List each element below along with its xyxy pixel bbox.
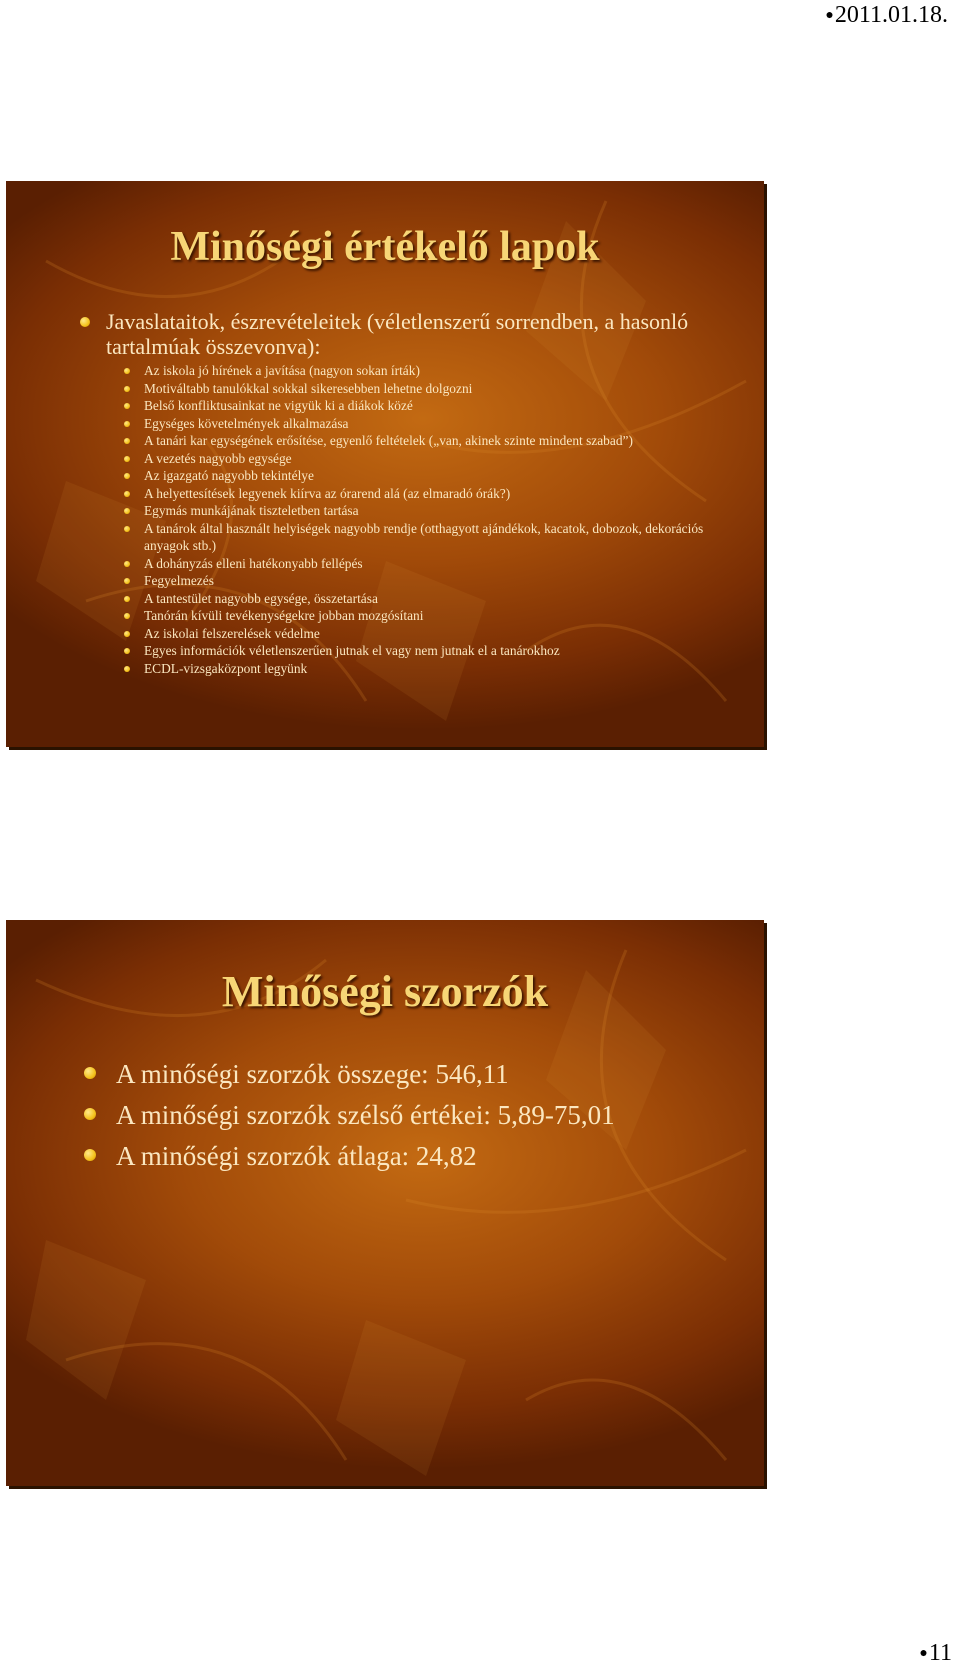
bullet-dot-icon	[124, 368, 130, 374]
list-item-text: Egymás munkájának tiszteletben tartása	[144, 503, 359, 518]
bullet-dot-icon	[124, 491, 130, 497]
list-item	[122, 432, 744, 450]
bullet-dot-icon	[124, 666, 130, 672]
list-item-text: A dohányzás elleni hatékonyabb fellépés	[144, 555, 363, 571]
bullet-list	[84, 1054, 744, 1177]
bullet-dot-icon	[124, 613, 130, 619]
bullet-dot-icon: ●	[919, 1646, 928, 1662]
list-item	[122, 642, 744, 660]
page-number	[919, 1640, 952, 1667]
list-item	[122, 502, 744, 520]
list-item-text: A vezetés nagyobb egysége	[144, 450, 292, 466]
list-item-text: ECDL-vizsgaközpont legyünk	[144, 660, 308, 676]
bullet-dot-icon	[124, 631, 130, 637]
slide-quality-evaluation-sheets	[6, 181, 764, 747]
bullet-list	[78, 309, 744, 677]
slide-title: Minőségi értékelő lapok	[170, 224, 600, 270]
list-item	[84, 1136, 744, 1177]
bullet-dot-icon	[124, 386, 130, 392]
list-item	[122, 397, 744, 415]
slide-body	[84, 1054, 744, 1177]
list-item	[122, 380, 744, 398]
bullet-dot-icon	[124, 561, 130, 567]
list-item	[122, 660, 744, 678]
list-item	[122, 362, 744, 380]
list-item-text: A tanárok által használt helyiségek nagyobb rendje (otthagyott ajándékok, kacatok, dobozok, dekorációs anyagok stb.)	[144, 520, 704, 553]
list-item-text: A helyettesítések legyenek kiírva az órarend alá (az elmaradó órák?)	[144, 485, 511, 501]
bullet-dot-icon	[124, 578, 130, 584]
list-item-text: Belső konfliktusainkat ne vigyük ki a diákok közé	[144, 398, 413, 413]
list-item-text: Az iskola jó hírének a javítása (nagyon sokan írták)	[144, 363, 420, 378]
list-item-text: Az iskolai felszerelések védelme	[144, 625, 320, 641]
list-item-text: A minőségi szorzók átlaga: 24,82	[116, 1141, 477, 1171]
bullet-dot-icon	[124, 473, 130, 479]
slide-title: Minőségi szorzók	[221, 967, 549, 1016]
intro-text: Javaslataitok, észrevételeitek (véletlenszerű sorrendben, a hasonló tartalmúak összevonva):	[106, 309, 689, 359]
list-item	[122, 467, 744, 485]
header-date	[825, 2, 948, 29]
list-item-text: A tantestület nagyobb egysége, összetartása	[144, 590, 378, 606]
list-item-text: A tanári kar egységének erősítése, egyenlő feltételek („van, akinek szinte mindent szabad”)	[144, 433, 633, 448]
list-item	[122, 607, 744, 625]
list-item-text: A minőségi szorzók szélső értékei: 5,89-75,01	[116, 1100, 615, 1130]
header-date-text: 2011.01.18.	[834, 2, 948, 28]
list-item-text: Fegyelmezés	[144, 573, 214, 588]
bullet-dot-icon	[80, 317, 90, 327]
list-item-text: Egyes információk véletlenszerűen jutnak el vagy nem jutnak el a tanárokhoz	[144, 643, 560, 658]
list-item	[78, 309, 744, 677]
slide-body	[78, 309, 744, 677]
list-item	[84, 1054, 744, 1095]
page-number-text: 11	[928, 1640, 952, 1666]
bullet-dot-icon	[124, 526, 130, 532]
list-item-text: Az igazgató nagyobb tekintélye	[144, 468, 314, 483]
list-item	[122, 625, 744, 643]
bullet-dot-icon	[124, 456, 130, 462]
list-item-text: A minőségi szorzók összege: 546,11	[116, 1059, 509, 1089]
bullet-dot-icon	[124, 508, 130, 514]
list-item	[122, 485, 744, 503]
list-item	[122, 520, 744, 555]
bullet-dot-icon	[84, 1067, 96, 1079]
list-item	[122, 572, 744, 590]
bullet-dot-icon	[124, 403, 130, 409]
list-item	[122, 590, 744, 608]
bullet-dot-icon	[124, 421, 130, 427]
bullet-dot-icon	[124, 648, 130, 654]
list-item-text: Egységes követelmények alkalmazása	[144, 415, 349, 431]
slide-quality-multipliers	[6, 920, 764, 1486]
list-item-text: Motiváltabb tanulókkal sokkal sikeresebben lehetne dolgozni	[144, 380, 473, 396]
bullet-dot-icon	[124, 596, 130, 602]
bullet-dot-icon	[84, 1108, 96, 1120]
bullet-dot-icon	[84, 1149, 96, 1161]
bullet-dot-icon: ●	[825, 8, 834, 24]
list-item-text: Tanórán kívüli tevékenységekre jobban mozgósítani	[144, 608, 424, 623]
list-item	[122, 415, 744, 433]
list-item	[122, 555, 744, 573]
sub-bullet-list	[106, 362, 744, 677]
list-item	[84, 1095, 744, 1136]
list-item	[122, 450, 744, 468]
bullet-dot-icon	[124, 438, 130, 444]
